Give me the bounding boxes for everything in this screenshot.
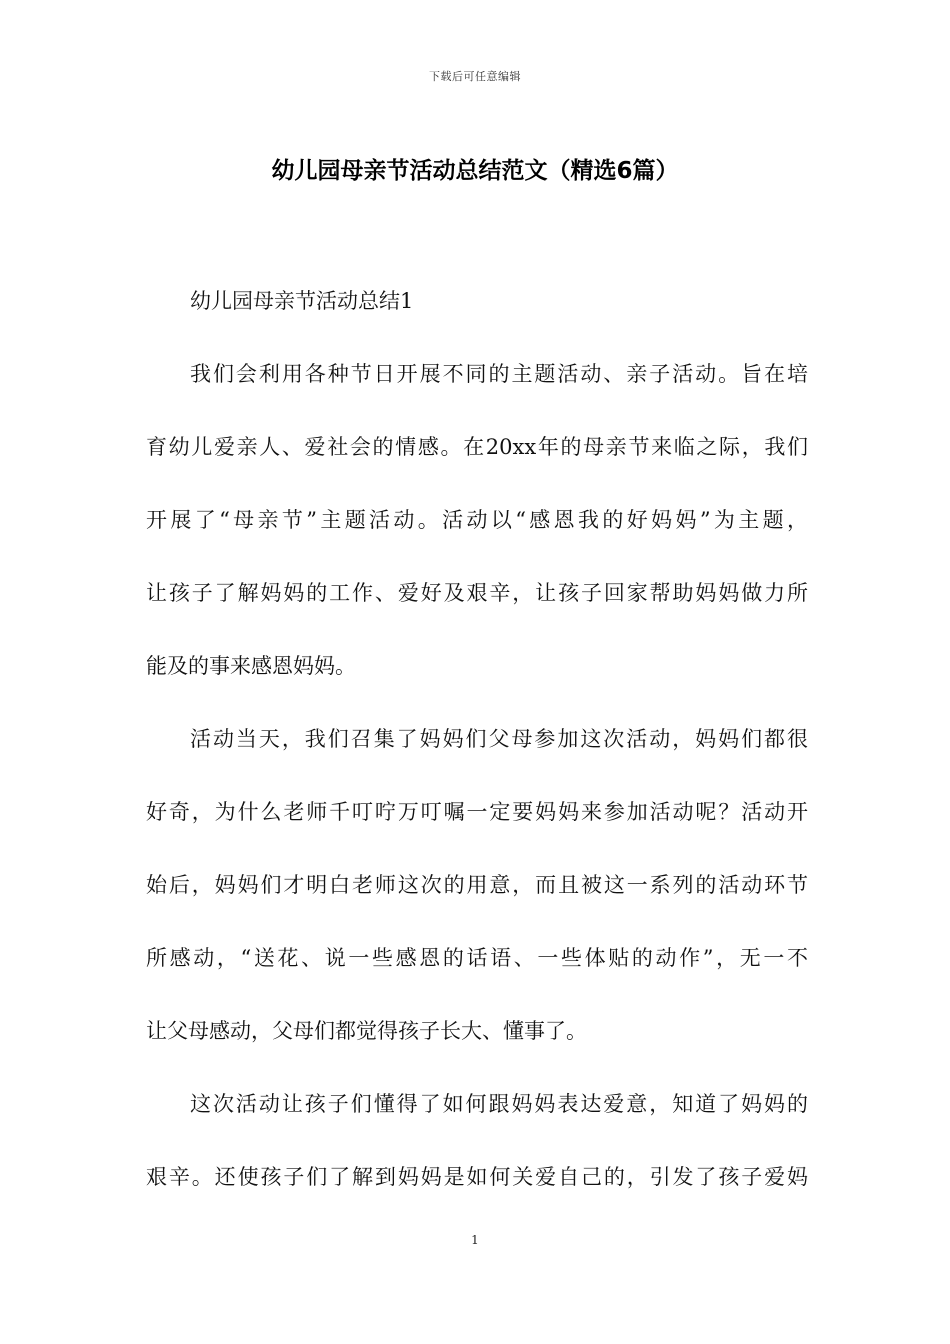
document-body bbox=[146, 283, 808, 1232]
paragraph-line: 艰辛。还使孩子们了解到妈妈是如何关爱自己的，引发了孩子爱妈 bbox=[146, 1165, 808, 1189]
paragraph-line: 开展了“母亲节”主题活动。活动以“感恩我的好妈妈”为主题， bbox=[146, 508, 808, 532]
paragraph-3 bbox=[146, 1086, 808, 1195]
paragraph-line: 让父母感动，父母们都觉得孩子长大、懂事了。 bbox=[146, 1019, 587, 1043]
document-title: 幼儿园母亲节活动总结范文（精选6篇） bbox=[271, 158, 679, 184]
paragraph-line: 我们会利用各种节日开展不同的主题活动、亲子活动。旨在培 bbox=[190, 362, 808, 386]
header-note: 下载后可任意编辑 bbox=[429, 70, 521, 83]
paragraph-line: 让孩子了解妈妈的工作、爱好及艰辛，让孩子回家帮助妈妈做力所 bbox=[146, 581, 808, 605]
section-heading: 幼儿园母亲节活动总结1 bbox=[190, 289, 414, 313]
paragraph-line: 育幼儿爱亲人、爱社会的情感。在20xx年的母亲节来临之际，我们 bbox=[146, 435, 808, 459]
paragraph-2 bbox=[146, 721, 808, 1049]
paragraph-line: 这次活动让孩子们懂得了如何跟妈妈表达爱意，知道了妈妈的 bbox=[190, 1092, 808, 1116]
paragraph-line: 好奇，为什么老师千叮咛万叮嘱一定要妈妈来参加活动呢？活动开 bbox=[146, 800, 808, 824]
paragraph-line: 活动当天，我们召集了妈妈们父母参加这次活动，妈妈们都很 bbox=[190, 727, 808, 751]
paragraph-line: 始后，妈妈们才明白老师这次的用意，而且被这一系列的活动环节 bbox=[146, 873, 808, 897]
page-number: 1 bbox=[471, 1233, 479, 1247]
paragraph-line: 所感动，“送花、说一些感恩的话语、一些体贴的动作”，无一不 bbox=[146, 946, 808, 970]
paragraph-1 bbox=[146, 356, 808, 684]
paragraph-line: 能及的事来感恩妈妈。 bbox=[146, 654, 356, 678]
